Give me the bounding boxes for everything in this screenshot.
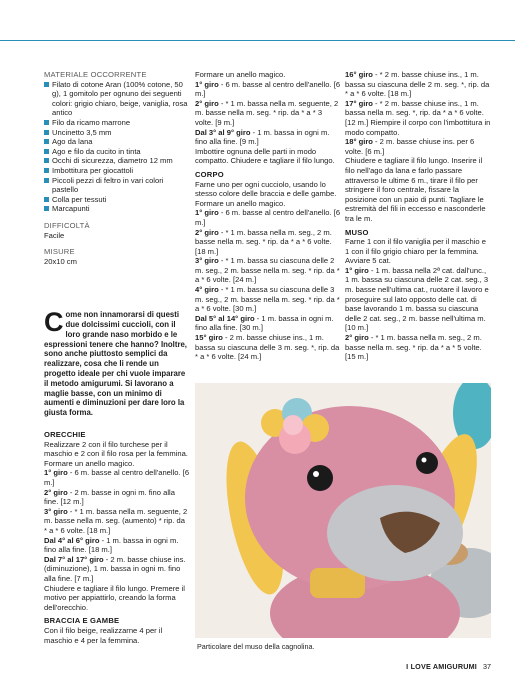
- muso-heading: MUSO: [345, 227, 369, 237]
- materials-heading: MATERIALE OCCORRENTE: [44, 70, 147, 79]
- orecchie-row: 1° giro - 6 m. basse al centro dell'anello. [6 m.]: [44, 468, 190, 488]
- orecchie-row: Dal 4° al 6° giro - 1 m. bassa in ogni m. fino alla fine. [18 m.]: [44, 535, 179, 555]
- corpo-heading: CORPO: [195, 169, 224, 179]
- column-left: [44, 70, 190, 645]
- corpo-row: 16° giro - * 2 m. basse chiuse ins., 1 m. bassa su ciascuna delle 2 m. seg. *, rip. da * a * 6 volte. [18 m.]: [345, 70, 490, 99]
- braccia-intro: Con il filo beige, realizzarne 4 per il maschio e 4 per la femmina.: [44, 625, 163, 645]
- muso-row: 2° giro - * 1 m. bassa nella m. seg., 2 m. basse nella m. seg. * rip. da * a * 5 volte. [15 m.]: [345, 333, 482, 362]
- materials-item: Occhi di sicurezza, diametro 12 mm: [44, 156, 190, 166]
- difficulty-value: Facile: [44, 230, 65, 240]
- materials-list: [44, 80, 190, 214]
- orecchie-row: Dal 7° al 17° giro - 2 m. basse chiuse ins. (diminuzione), 1 m. bassa in ogni m. fino alla fine. [7 m.]: [44, 554, 186, 583]
- materials-item: Piccoli pezzi di feltro in vari colori pastello: [44, 176, 190, 195]
- intro-paragraph: [44, 307, 190, 418]
- dog-illustration: [195, 383, 491, 638]
- materials-item: Ago da lana: [44, 137, 190, 147]
- top-rule: [0, 40, 515, 41]
- measures-value: 20x10 cm: [44, 256, 77, 266]
- amigurumi-dog-photo: [195, 383, 491, 638]
- braccia-outro: Imbottire ognuna delle parti in modo compatto. Chiudere e tagliare il filo lungo.: [195, 146, 335, 166]
- braccia-row: Dal 3° al 9° giro - 1 m. bassa in ogni m. fino alla fine. [9 m.]: [195, 127, 330, 147]
- braccia-heading: BRACCIA E GAMBE: [44, 616, 120, 626]
- materials-item: Colla per tessuti: [44, 195, 190, 205]
- column-middle: [195, 70, 341, 362]
- intro-text: ome non innamorarsi di questi due dolcissimi cuccioli, con il loro grande naso morbido e le espressioni tenere che hanno? Inoltre, sono anche piuttosto semplici da realizzare, cosa che li rende un progetto ideale per chi vuole imparare il metodo amigurumi. Si lavorano a maglie basse, con un minimo di aumenti e diminuzioni per dare loro la giusta forma.: [44, 310, 187, 418]
- braccia-row: 1° giro - 6 m. basse al centro dell'anello. [6 m.]: [195, 79, 341, 99]
- braccia-continue: Formare un anello magico.: [195, 70, 286, 79]
- corpo-row: 18° giro - 2 m. basse chiuse ins. per 6 volte. [6 m.]: [345, 137, 475, 156]
- orecchie-row: 3° giro - * 1 m. bassa nella m. seguente, 2 m. basse nella m. seg. (aumento) * rip. da * a * 6 volte. [18 m.]: [44, 506, 188, 535]
- materials-item: Filato di cotone Aran (100% cotone, 50 g), 1 gomitolo per ognuno dei seguenti colori: grigio chiaro, beige, vaniglia, rosa antico: [44, 80, 190, 118]
- orecchie-outro: Chiudere e tagliare il filo lungo. Premere il motivo per appiattirlo, creando la forma dell'orecchio.: [44, 583, 185, 612]
- materials-item: Filo da ricamo marrone: [44, 118, 190, 128]
- materials-item: Ago e filo da cucito in tinta: [44, 147, 190, 157]
- corpo-row: 3° giro - * 1 m. bassa su ciascuna delle 2 m. seg., 2 m. basse nella m. seg. * rip. da * a * 6 volte. [24 m.]: [195, 256, 340, 285]
- photo-caption: Particolare del muso della cagnolina.: [197, 642, 315, 651]
- page-footer: [400, 662, 491, 671]
- orecchie-intro: Realizzare 2 con il filo turchese per il maschio e 2 con il filo rosa per la femmina. Formare un anello magico.: [44, 439, 188, 468]
- magazine-name: I LOVE AMIGURUMI: [406, 662, 477, 671]
- materials-item: Imbottitura per giocattoli: [44, 166, 190, 176]
- materials-item: Marcapunti: [44, 204, 190, 214]
- corpo-row: 2° giro - * 1 m. bassa nella m. seg., 2 m. basse nella m. seg. * rip. da * a * 6 volte. [18 m.]: [195, 227, 332, 256]
- difficulty-heading: DIFFICOLTÀ: [44, 220, 90, 230]
- corpo-outro: Chiudere e tagliare il filo lungo. Inserire il filo nell'ago da lana e farlo passare attraverso le ultime 6 m., tirare il filo per stringere il foro centrale, fissare la posizione con un paio di punti. Tagliare le estremità del fili in eccesso e nasconderle tra le m.: [345, 156, 486, 223]
- braccia-row: 2° giro - * 1 m. bassa nella m. seguente, 2 m. basse nella m. seg. * rip. da * a * 3 volte. [9 m.]: [195, 98, 339, 127]
- corpo-row: 15° giro - 2 m. basse chiuse ins., 1 m. bassa su ciascuna delle 3 m. seg. *, rip. da * a * 6 volte. [24 m.]: [195, 333, 340, 362]
- materials-item: Uncinetto 3,5 mm: [44, 128, 190, 138]
- page-number: 37: [483, 662, 491, 671]
- corpo-row: Dal 5° al 14° giro - 1 m. bassa in ogni m. fino alla fine. [30 m.]: [195, 313, 334, 333]
- muso-intro: Farne 1 con il filo vaniglia per il maschio e 1 con il filo grigio chiaro per la femmina. Avviare 5 cat.: [345, 237, 486, 266]
- measures-heading: MISURE: [44, 247, 75, 257]
- orecchie-heading: ORECCHIE: [44, 430, 86, 440]
- muso-row: 1° giro - 1 m. bassa nella 2ª cat. dall'unc., 1 m. bassa su ciascuna delle 2 cat. seg., 3 m. basse nell'ultima cat., ruotare il lavoro e proseguire sul lato opposto delle cat. di base lavorando 1 m. bassa su ciascuna delle 2 cat. seg., 2 m. basse nell'ultima m. [10 m.]: [345, 265, 489, 333]
- orecchie-row: 2° giro - 2 m. basse in ogni m. fino alla fine. [12 m.]: [44, 487, 175, 507]
- corpo-intro: Farne uno per ogni cucciolo, usando lo stesso colore delle braccia e delle gambe. Formare un anello magico.: [195, 179, 337, 208]
- column-right: [345, 70, 491, 362]
- corpo-row: 4° giro - * 1 m. bassa su ciascuna delle 3 m. seg., 2 m. basse nella m. seg. * rip. da * a * 6 volte. [30 m.]: [195, 285, 340, 314]
- corpo-row: 1° giro - 6 m. basse al centro dell'anello. [6 m.]: [195, 208, 341, 227]
- drop-cap: C: [44, 307, 64, 338]
- corpo-row: 17° giro - * 2 m. basse chiuse ins., 1 m. bassa nella m. seg. *, rip. da * a * 6 volte. [12 m.] Riempire il corpo con l'imbottitura in modo compatto.: [345, 98, 491, 137]
